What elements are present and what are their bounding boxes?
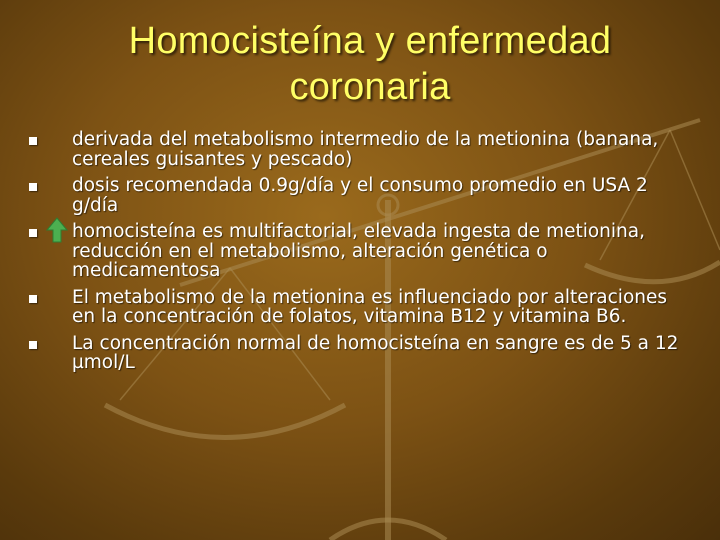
bullet-text-2: dosis recomendada 0.9g/día y el consumo promedio en USA 2 g/día [72,175,648,216]
bullet-text-4: El metabolismo de la metionina es influenciado por alteraciones en la concentración de folatos, vitamina B12 y vitamina B6. [72,286,668,327]
bullet-item-3 [28,222,688,281]
up-arrow-icon [46,217,68,243]
title-line-1: Homocisteína y enfermedad [128,20,612,62]
bullet-item-2 [28,176,688,215]
square-bullet-icon [29,295,37,303]
square-bullet-icon [29,183,37,191]
bullet-text-5: La concentración normal de homocisteína en sangre es de 5 a 12 µmol/L [72,332,679,373]
bullet-item-1 [28,130,688,169]
square-bullet-icon [29,137,37,145]
title-line-2: coronaria [289,66,451,108]
slide-title [40,18,700,110]
square-bullet-icon [29,341,37,349]
bullet-item-5 [28,334,688,373]
bullet-item-4 [28,288,688,327]
bullet-text-3: homocisteína es multifactorial, elevada ingesta de metionina, reducción en el metabolismo, alteración genética o medicamentosa [72,221,645,281]
bullet-text-1: derivada del metabolismo intermedio de la metionina (banana, cereales guisantes y pescado) [72,129,659,170]
square-bullet-icon [29,229,37,237]
bullet-list [28,130,688,373]
